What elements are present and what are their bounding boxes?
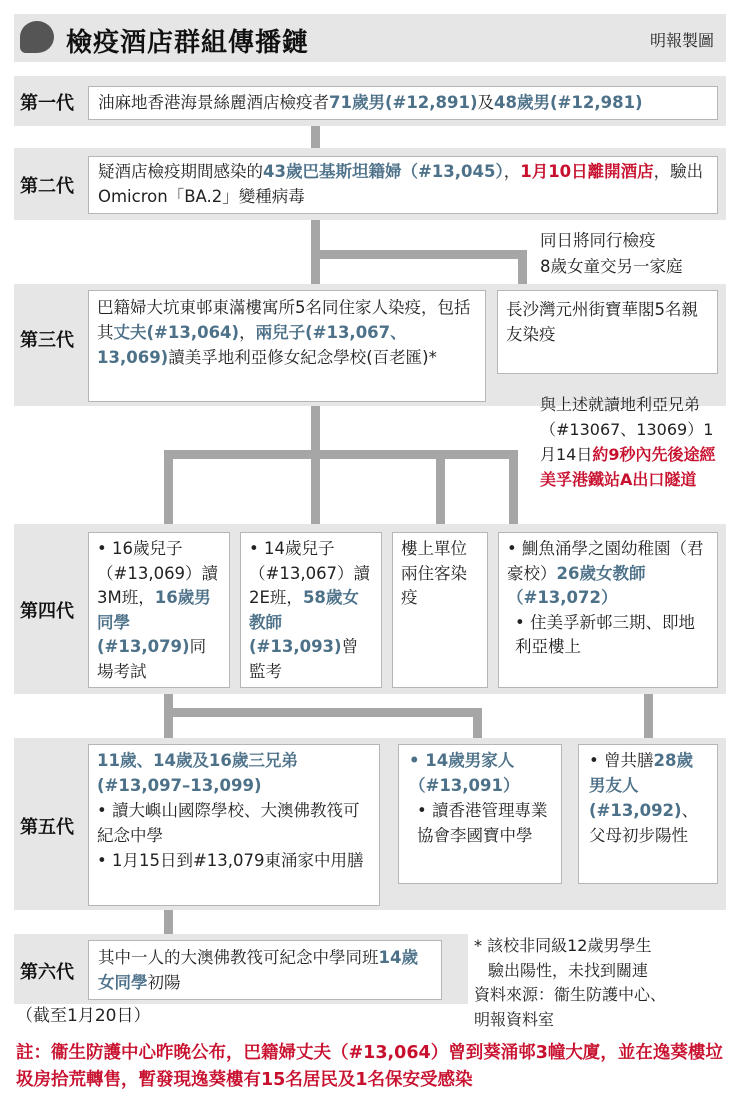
- generation-2-box: 疑酒店檢疫期間感染的43歲巴基斯坦籍婦（#13,045），1月10日離開酒店，驗出Omicron「BA.2」變種病毒: [88, 156, 718, 214]
- case-highlight: 11歲、14歲及16歲三兄弟(#13,097–13,099): [97, 751, 298, 795]
- case-highlight: 43歲巴基斯坦籍婦（#13,045）: [263, 162, 504, 181]
- as-of-date: （截至1月20日）: [16, 1006, 151, 1026]
- case-highlight: 28歲男友人(#13,092): [589, 751, 693, 820]
- connector-line: [164, 450, 173, 530]
- connector-line: [311, 214, 320, 254]
- generation-3-side-box: 長沙灣元州街寶華閣5名親友染疫: [497, 290, 718, 374]
- generation-label: 第三代: [20, 330, 74, 351]
- connector-line: [311, 250, 527, 259]
- generation-4-box-1: • 16歲兒子（#13,069）讀3M班，16歲男同學(#13,079)同場考試: [88, 532, 230, 688]
- case-highlight: • 14歲男家人（#13,091）: [409, 751, 520, 795]
- case-highlight: 26歲女教師（#13,072）: [507, 563, 646, 607]
- generation-5-box-3: • 曾共膳28歲男友人(#13,092)、父母初步陽性: [578, 744, 718, 884]
- page-title: 檢疫酒店群組傳播鏈: [66, 28, 310, 58]
- case-highlight: 58歲女教師(#13,093): [249, 588, 359, 656]
- generation-4-box-3: 樓上單位兩住客染疫: [392, 532, 488, 688]
- mtr-highlight: 約9秒內先後途經美孚港鐵站A出口隧道: [540, 445, 716, 489]
- generation-4-box-2: • 14歲兒子（#13,067）讀2E班，58歲女教師(#13,093)曾監考: [240, 532, 382, 688]
- side-note-mtr: 與上述就讀地利亞兄弟（#13067、13069）1月14日約9秒內先後途經美孚港鐵站A出口隧道: [540, 395, 716, 489]
- credit-label: 明報製圖: [649, 31, 714, 50]
- generation-5-box-2: • 14歲男家人（#13,091） • 讀香港管理專業協會李國寶中學: [398, 744, 562, 884]
- connector-line: [644, 688, 653, 744]
- connector-line: [311, 250, 320, 288]
- generation-6-box: 其中一人的大澳佛教筏可紀念中學同班14歲女同學初陽: [88, 940, 442, 1000]
- case-highlight: 48歲男(#12,981): [494, 93, 643, 112]
- bottom-note: 註：衞生防護中心昨晚公布，巴籍婦丈夫（#13,064）曾到葵涌邨3幢大廈，並在逸葵樓垃圾房拾荒轉售，暫發現逸葵樓有15名居民及1名保安受感染: [16, 1043, 723, 1090]
- case-highlight: 14歲女同學: [98, 948, 418, 992]
- connector-line: [164, 450, 518, 459]
- generation-label: 第五代: [20, 817, 74, 838]
- header-bar: [14, 14, 726, 62]
- date-highlight: 1月10日離開酒店: [520, 162, 654, 181]
- footnote: * 該校非同級12歲男學生 驗出陽性，未找到關連 資料來源：衞生防護中心、 明報資料室: [474, 936, 667, 1029]
- generation-label: 第四代: [20, 601, 74, 622]
- case-highlight: 71歲男(#12,891): [329, 93, 478, 112]
- connector-line: [509, 450, 518, 530]
- case-highlight: 兩兒子(#13,067、13,069): [97, 323, 407, 367]
- connector-line: [436, 450, 445, 530]
- generation-3-main-box: 巴籍婦大坑東邨東滿樓寓所5名同住家人染疫，包括其丈夫(#13,064)，兩兒子(#13,067、13,069)讀美孚地利亞修女紀念學校(百老匯)*: [88, 290, 486, 402]
- case-highlight: 丈夫(#13,064): [113, 323, 240, 342]
- generation-1-box: 油麻地香港海景絲麗酒店檢疫者71歲男(#12,891)及48歲男(#12,981): [88, 86, 718, 120]
- generation-label: 第二代: [20, 176, 74, 197]
- side-note-same-day: 同日將同行檢疫 8歲女童交另一家庭: [540, 231, 683, 276]
- generation-4-box-4: • 鰂魚涌學之園幼稚園（君豪校）26歲女教師（#13,072） • 住美孚新邨三期、即地利亞樓上: [498, 532, 718, 688]
- generation-5-box-1: 11歲、14歲及16歲三兄弟(#13,097–13,099) • 讀大嶼山國際學校、大澳佛教筏可紀念中學 • 1月15日到#13,079東涌家中用膳: [88, 744, 380, 906]
- connector-line: [311, 450, 320, 530]
- generation-label: 第六代: [20, 962, 74, 983]
- connector-line: [164, 708, 482, 717]
- generation-label: 第一代: [20, 93, 74, 114]
- case-highlight: 16歲男同學(#13,079): [97, 588, 211, 656]
- speech-bubble-icon: [20, 21, 54, 53]
